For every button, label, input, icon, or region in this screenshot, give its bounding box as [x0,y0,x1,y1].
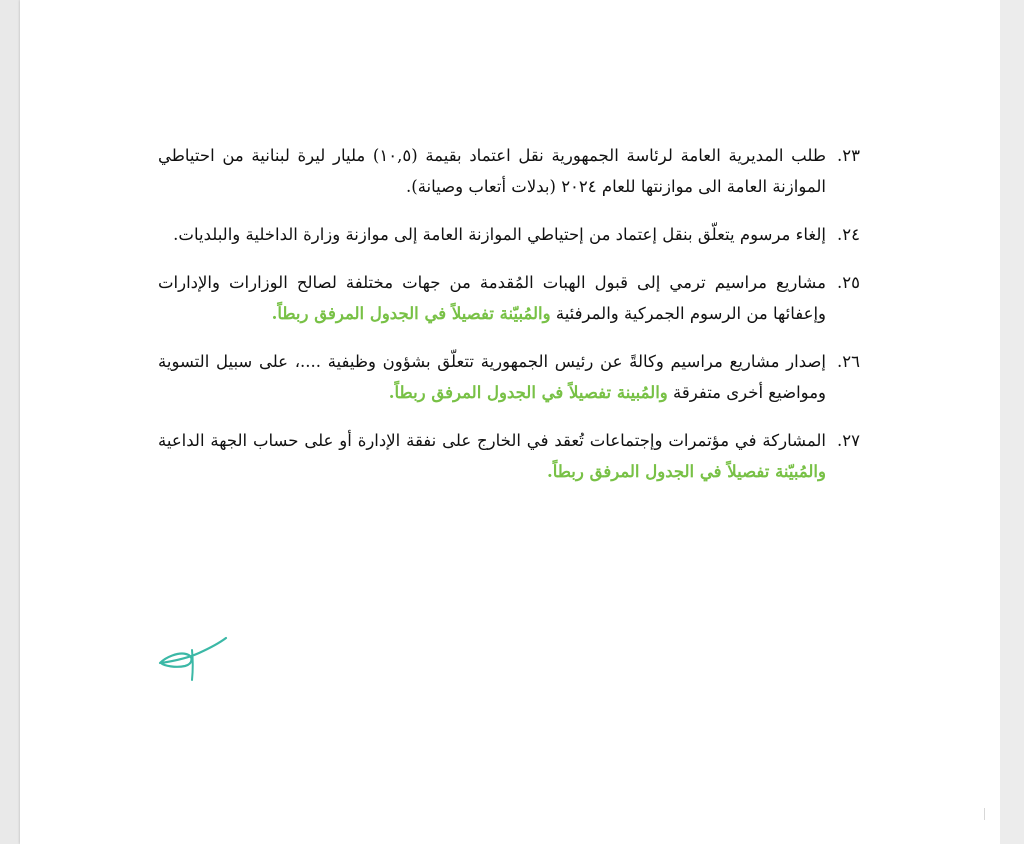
right-margin [1000,0,1024,844]
item-number: ٢٧. [837,431,860,450]
item-number: ٢٣. [837,146,860,165]
item-highlight: والمُبيّنة تفصيلاً في الجدول المرفق ربطاً. [547,462,826,481]
signature-icon [156,630,236,686]
item-highlight: والمُبيّنة تفصيلاً في الجدول المرفق ربطاً. [271,304,551,323]
item-number: ٢٦. [837,352,860,371]
item-text [158,346,826,408]
item-body: مشاريع مراسيم ترمي إلى قبول الهبات المُقدمة من جهات مختلفة لصالح الوزارات والإدارات وإعفائها من الرسوم الجمركية والمرفئية [158,273,826,323]
list-item [158,346,860,408]
list-item [158,140,860,202]
item-body: إصدار مشاريع مراسيم وكالةً عن رئيس الجمهورية تتعلّق بشؤون وظيفية ....، على سبيل التسوية ومواضيع أخرى متفرقة [158,352,826,402]
item-text [158,219,826,250]
agenda-list [158,140,860,504]
list-item [158,219,860,250]
item-body: المشاركة في مؤتمرات وإجتماعات تُعقد في الخارج على نفقة الإدارة أو على حساب الجهة الداعية [158,431,826,450]
item-body: طلب المديرية العامة لرئاسة الجمهورية نقل اعتماد بقيمة (١٠,٥) مليار ليرة لبنانية من احتياطي الموازنة العامة الى موازنتها للعام ٢٠٢٤ (بدلات أتعاب وصيانة). [158,146,826,196]
item-highlight: والمُبينة تفصيلاً في الجدول المرفق ربطاً. [388,383,668,402]
document-page [20,0,1000,844]
list-item [158,267,860,329]
item-text [158,267,826,329]
item-text [158,425,826,487]
item-number: ٢٤. [837,225,860,244]
list-item [158,425,860,487]
item-body: إلغاء مرسوم يتعلّق بنقل إعتماد من إحتياطي الموازنة العامة إلى موازنة وزارة الداخلية والبلديات. [173,225,826,244]
item-text [158,140,826,202]
page-corner-mark [984,808,985,820]
item-number: ٢٥. [837,273,860,292]
